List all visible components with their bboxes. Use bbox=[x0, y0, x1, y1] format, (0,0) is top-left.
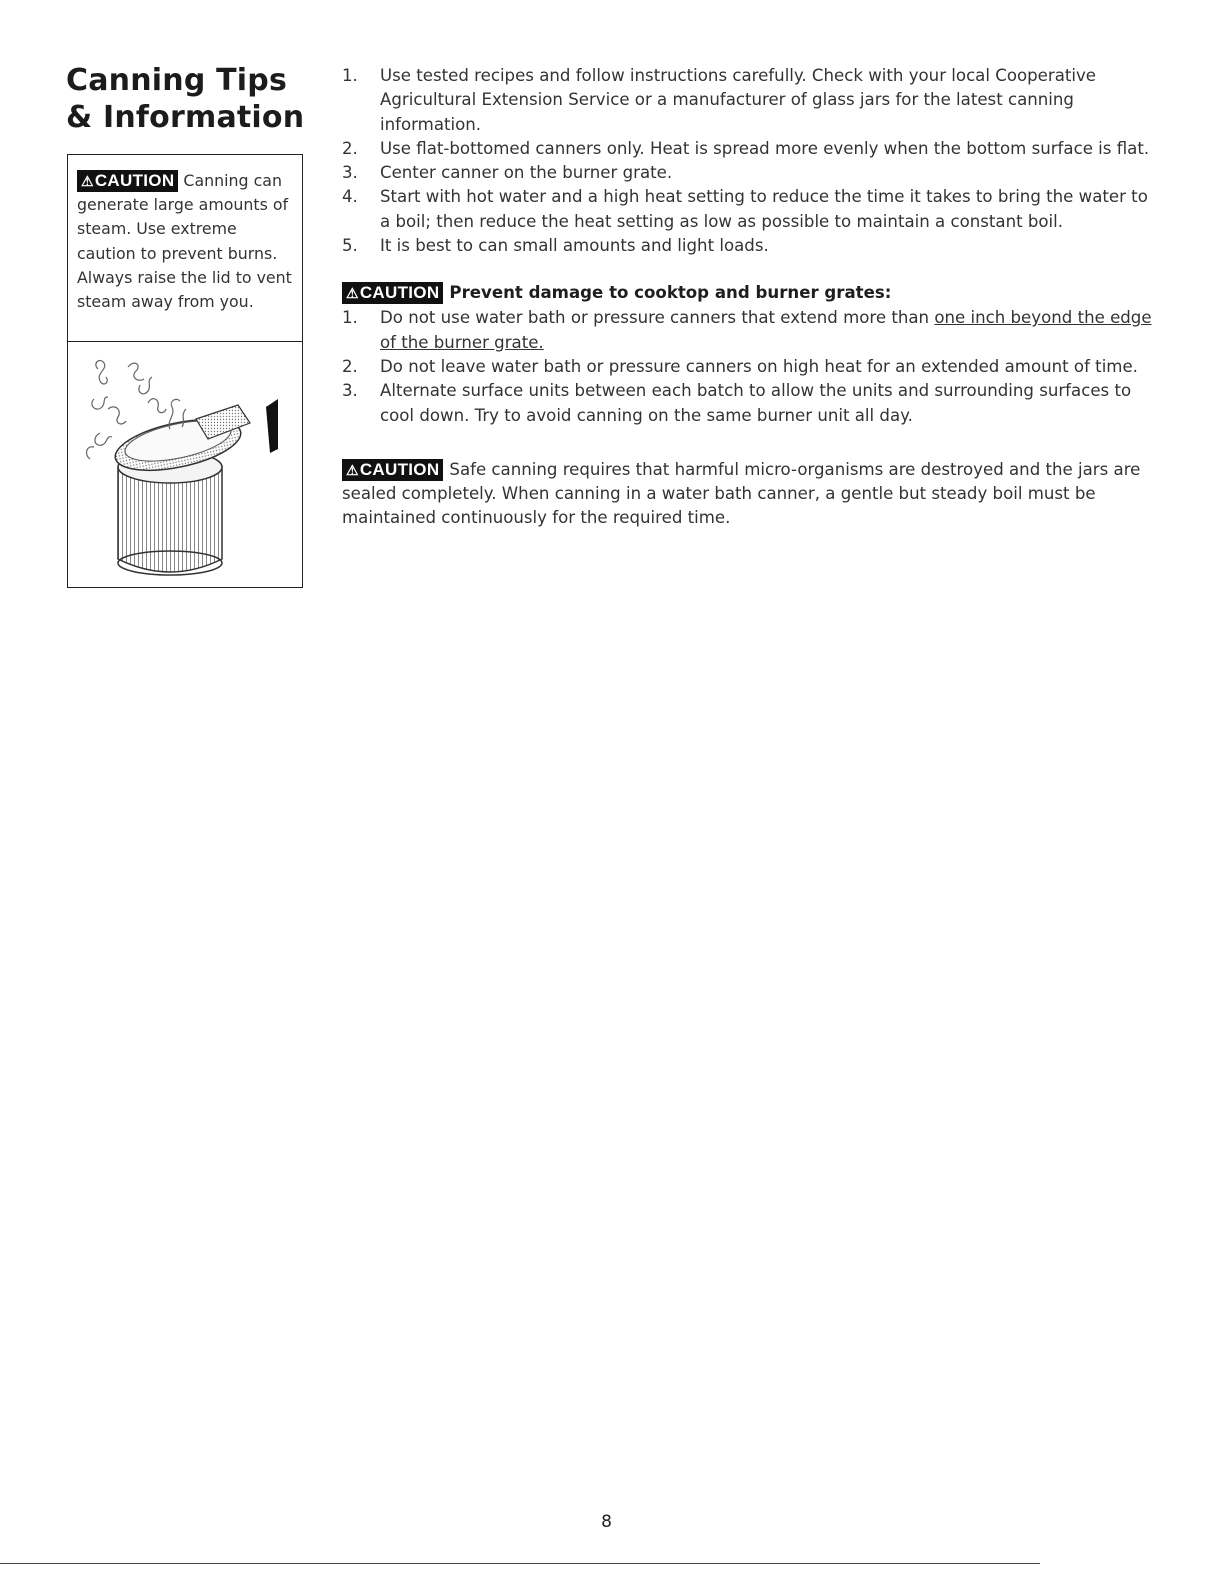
safety-note: ⚠CAUTION Safe canning requires that harmful micro-organisms are destroyed and the jars are sealed completely. When canning in a water bath canner, a gentle but steady boil must be maintained continuously for the required time. bbox=[342, 459, 1141, 528]
list-item: 3. Center canner on the burner grate. bbox=[342, 163, 673, 183]
damage-section bbox=[342, 280, 1152, 427]
warning-triangle-icon: ⚠ bbox=[346, 285, 359, 302]
list-item: 1. Do not use water bath or pressure canners that extend more than one inch beyond the edge of the burner grate. bbox=[342, 308, 1152, 352]
list-item: 2. Do not leave water bath or pressure canners on high heat for an extended amount of time. bbox=[342, 356, 1138, 376]
canning-tips-list bbox=[342, 64, 1152, 258]
warning-triangle-icon: ⚠ bbox=[346, 461, 359, 478]
damage-section-heading: ⚠CAUTION Prevent damage to cooktop and burner grates: bbox=[342, 280, 1152, 306]
damage-list bbox=[342, 306, 1152, 427]
canner-steam-icon bbox=[78, 349, 292, 581]
main-content bbox=[342, 64, 1152, 531]
sidebar-divider bbox=[68, 341, 302, 342]
list-item: 2. Use flat-bottomed canners only. Heat is spread more evenly when the bottom surface is flat. bbox=[342, 138, 1150, 158]
caution-badge: ⚠CAUTION bbox=[342, 459, 443, 481]
list-item: 4. Start with hot water and a high heat setting to reduce the time it takes to bring the water to a boil; then reduce the heat setting as low as possible to maintain a constant boil. bbox=[342, 187, 1148, 231]
bottom-rule bbox=[0, 1563, 1040, 1564]
list-item: 1. Use tested recipes and follow instructions carefully. Check with your local Cooperative Agricultural Extension Service or a manufacturer of glass jars for the latest canning information. bbox=[342, 66, 1097, 134]
warning-triangle-icon: ⚠ bbox=[81, 173, 94, 189]
caution-sidebar bbox=[67, 154, 303, 588]
list-item: 3. Alternate surface units between each batch to allow the units and surrounding surfaces to cool down. Try to avoid canning on the same burner unit all day. bbox=[342, 381, 1132, 425]
page-number: 8 bbox=[601, 1512, 612, 1532]
list-item: 5. It is best to can small amounts and light loads. bbox=[342, 236, 769, 256]
page-title: Canning Tips & Information bbox=[66, 63, 305, 135]
caution-badge: ⚠CAUTION bbox=[77, 170, 178, 192]
sidebar-caution-body: Canning can generate large amounts of steam. Use extreme caution to prevent burns. Always raise the lid to vent steam away from you. bbox=[77, 171, 292, 312]
sidebar-caution-text bbox=[77, 169, 299, 314]
caution-badge: ⚠CAUTION bbox=[342, 282, 443, 304]
